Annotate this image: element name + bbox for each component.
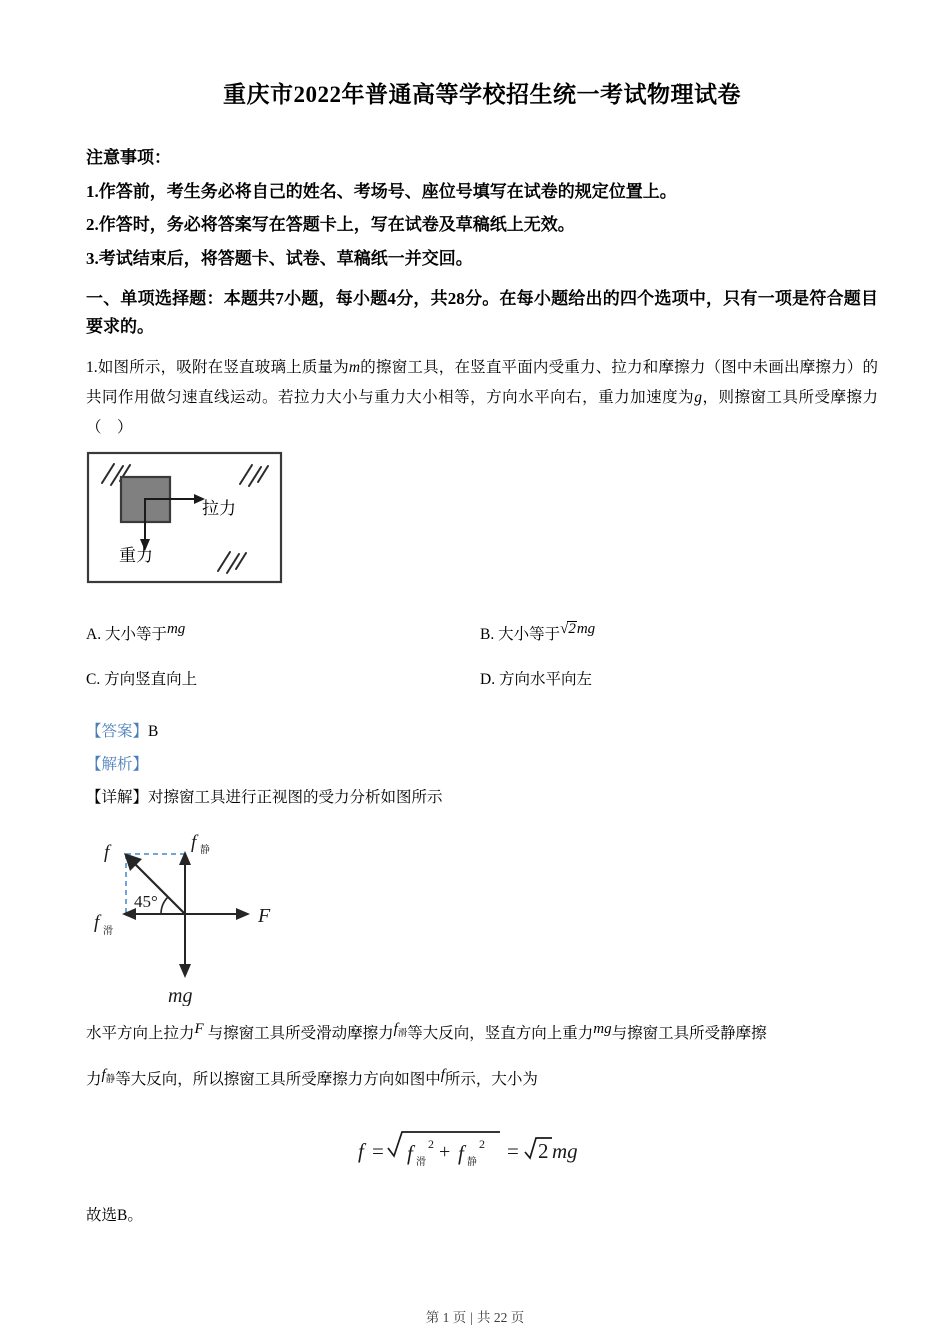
expl-p2-f: f (440, 1067, 445, 1084)
figure-glass-panel (86, 451, 878, 597)
option-a-key: A. (86, 626, 102, 644)
label-mg: mg (168, 984, 193, 1006)
figure-force-diagram (86, 816, 878, 1008)
figure-force-diagram-svg (86, 816, 406, 1006)
question-var-g: g (694, 388, 702, 406)
answer-line (86, 718, 878, 746)
mg-arrowhead (179, 964, 191, 978)
notice-item-1: 1.作答前，考生务必将自己的姓名、考场号、座位号填写在试卷的规定位置上。 (86, 181, 677, 201)
option-row-ab (86, 621, 878, 667)
detail-line (86, 784, 878, 812)
option-c-key: C. (86, 671, 101, 689)
formula-fs-sub: 静 (467, 1157, 477, 1169)
formula-rhs-root: 2 (538, 1139, 549, 1164)
expl-p1-mg: mg (593, 1020, 612, 1037)
expl-p1-d: 与擦窗工具所受静摩擦 (611, 1024, 767, 1042)
f-static-arrowhead (179, 851, 191, 865)
formula-fk-sub: 滑 (416, 1157, 426, 1169)
conclusion-line: 故选B。 (86, 1207, 143, 1225)
notice-item-2: 2.作答时，务必将答案写在答题卡上，写在试卷及草稿纸上无效。 (86, 215, 575, 235)
formula-fs: f (458, 1141, 464, 1166)
label-f-static-sub: 静 (200, 844, 210, 856)
formula-fk-pow: 2 (428, 1137, 434, 1152)
explanation-paragraph-2 (86, 1056, 878, 1100)
option-b-math: √2mg (560, 621, 596, 638)
formula-plus: + (439, 1141, 451, 1164)
figure-label-pull-force: 拉力 (202, 499, 236, 519)
expl-p2-b: 等大反向，所以擦窗工具所受摩擦力方向如图中 (115, 1071, 441, 1089)
question-number: 1. (86, 358, 98, 376)
label-angle-45: 45° (134, 891, 158, 911)
expl-p2-fs-sub: 静 (105, 1075, 116, 1086)
formula-rhs-mg: mg (552, 1139, 578, 1164)
label-f-static: f (191, 831, 197, 853)
label-f-kinetic: f (94, 911, 100, 933)
expl-p1-fk (394, 1021, 408, 1037)
analysis-line (86, 751, 878, 779)
option-b-text: 大小等于 (498, 626, 561, 644)
option-d-text: 方向水平向左 (498, 671, 592, 689)
label-f-kinetic-sub: 滑 (103, 925, 113, 937)
expl-p2-fs (101, 1067, 116, 1086)
option-a[interactable] (86, 621, 185, 644)
page-title: 重庆市2022年普通高等学校招生统一考试物理试卷 (223, 82, 741, 107)
page-footer (0, 1306, 950, 1326)
glass-frame (88, 453, 281, 582)
explanation-paragraph-1 (86, 1010, 878, 1054)
option-c[interactable] (86, 667, 197, 689)
page-content (86, 0, 878, 1230)
question-stem-part-3: ，则擦窗工具所受摩擦力（ (86, 388, 878, 436)
expl-p2-c: 所示，大小为 (444, 1071, 538, 1089)
formula-fs-pow: 2 (479, 1137, 485, 1152)
formula-eq2: = (507, 1139, 519, 1164)
expl-p1-fk-base: f (393, 1020, 398, 1037)
question-stem-part-1: 如图所示，吸附在竖直玻璃上质量为 (97, 358, 349, 376)
expl-p2-a: 力 (86, 1071, 102, 1089)
answer-value: B (148, 723, 159, 741)
option-d[interactable] (480, 667, 592, 689)
expl-p1-b: 与擦窗工具所受滑动摩擦力 (207, 1024, 394, 1042)
question-stem-part-2: 的擦窗工具，在竖直平面内受重力、拉力和摩擦力（图中未画出摩擦力）的共同作用做匀速直线运动。若拉力大小与重力大小相等，方向水平向右，重力加速度为 (86, 358, 878, 406)
option-d-key: D. (480, 671, 496, 689)
option-row-cd (86, 667, 878, 713)
figure-glass-panel-svg (86, 451, 286, 591)
notice-heading: 注意事项： (86, 147, 171, 167)
analysis-label: 【解析】 (86, 756, 149, 774)
option-c-text: 方向竖直向上 (104, 671, 198, 689)
option-b-key: B. (480, 626, 495, 644)
section-heading: 一、单项选择题：本题共7小题，每小题4分，共28分。在每小题给出的四个选项中，只有一项是符合题目要求的。 (86, 289, 878, 336)
formula-svg (352, 1122, 612, 1178)
expl-p1-F: F (194, 1020, 204, 1037)
figure-label-gravity: 重力 (119, 546, 153, 566)
formula-block (86, 1122, 878, 1182)
expl-p2-fs-base: f (101, 1067, 106, 1084)
detail-text: 对擦窗工具进行正视图的受力分析如图所示 (148, 788, 443, 806)
expl-p1-c: 等大反向，竖直方向上重力 (407, 1024, 594, 1042)
formula-lhs: f (358, 1139, 364, 1164)
formula-eq1: = (372, 1139, 384, 1164)
question-var-m: m (348, 358, 361, 376)
formula-fk: f (407, 1141, 413, 1166)
expl-p1-a: 水平方向上拉力 (86, 1024, 195, 1042)
F-arrowhead (236, 908, 250, 920)
option-b[interactable] (480, 621, 595, 644)
footer-total-label: 共 22 页 (476, 1310, 525, 1325)
question-stem (86, 353, 878, 444)
footer-separator: | (470, 1310, 473, 1325)
option-a-text: 大小等于 (104, 626, 167, 644)
label-F: F (258, 904, 271, 927)
option-a-math: mg (166, 621, 186, 638)
detail-label: 【详解】 (86, 788, 149, 806)
question-stem-part-4: ） (117, 418, 133, 436)
answer-options (86, 621, 878, 713)
label-resultant-f: f (104, 841, 110, 863)
footer-page-label: 第 1 页 (425, 1310, 467, 1325)
angle-arc (161, 897, 168, 914)
answer-label: 【答案】 (86, 723, 149, 741)
notice-item-3: 3.考试结束后，将答题卡、试卷、草稿纸一并交回。 (86, 248, 473, 268)
expl-p1-fk-sub: 滑 (397, 1028, 408, 1039)
